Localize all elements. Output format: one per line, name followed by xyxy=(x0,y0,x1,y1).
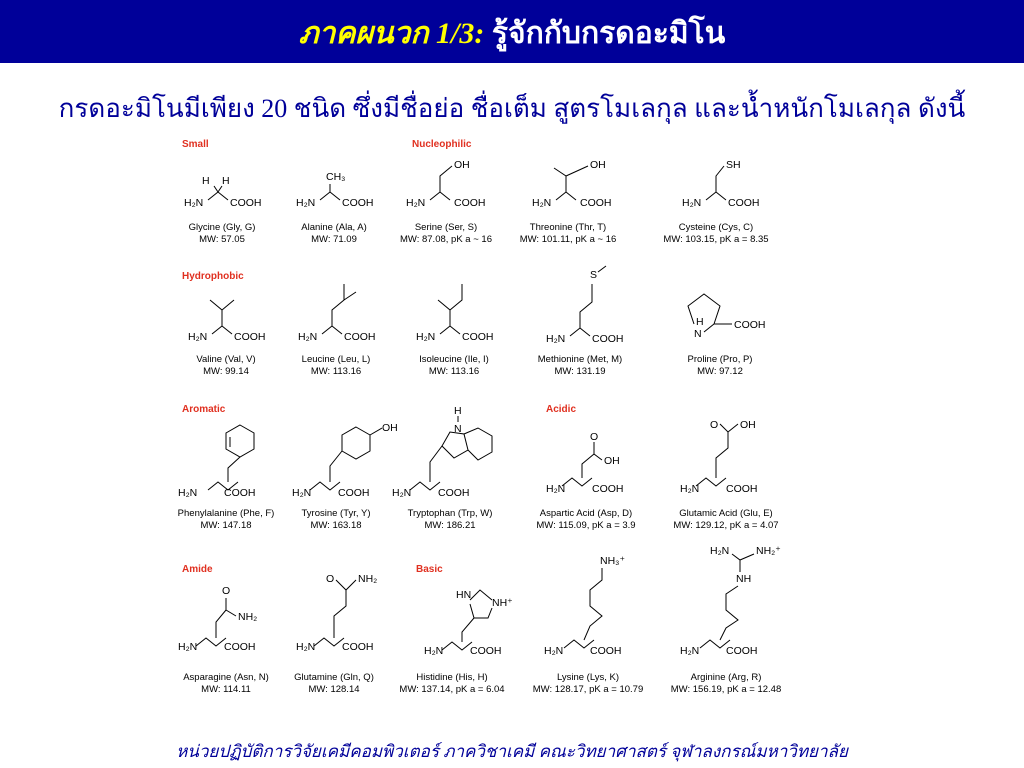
svg-text:OH: OH xyxy=(590,159,606,171)
svg-text:O: O xyxy=(710,419,719,431)
svg-text:COOH: COOH xyxy=(580,197,612,209)
svg-text:SH: SH xyxy=(726,159,741,171)
svg-text:H₂N: H₂N xyxy=(544,645,564,657)
category-acidic: Acidic xyxy=(546,404,577,415)
svg-text:NH₃⁺: NH₃⁺ xyxy=(600,555,625,567)
svg-text:H₂N: H₂N xyxy=(416,331,436,343)
structure-serine xyxy=(406,159,486,209)
slide-title xyxy=(0,10,1024,57)
svg-text:OH: OH xyxy=(604,455,620,467)
svg-text:COOH: COOH xyxy=(224,487,256,499)
amino-props-cysteine: MW: 103.15, pK a = 8.35 xyxy=(663,234,769,245)
svg-text:COOH: COOH xyxy=(230,197,262,209)
svg-text:O: O xyxy=(326,573,335,585)
svg-text:COOH: COOH xyxy=(342,197,374,209)
svg-text:H₂N: H₂N xyxy=(178,641,198,653)
category-aromatic: Aromatic xyxy=(182,404,226,415)
structure-alanine xyxy=(296,171,374,209)
svg-text:CH₃: CH₃ xyxy=(326,171,346,183)
svg-text:COOH: COOH xyxy=(592,483,624,495)
amino-name-serine: Serine (Ser, S) xyxy=(414,222,478,233)
structure-tyrosine xyxy=(292,422,398,499)
svg-text:H: H xyxy=(222,175,230,187)
amino-name-cysteine: Cysteine (Cys, C) xyxy=(678,222,754,233)
svg-text:NH: NH xyxy=(736,573,752,585)
amino-props-arginine: MW: 156.19, pK a = 12.48 xyxy=(670,684,782,695)
svg-text:N: N xyxy=(694,328,702,340)
amino-props-valine: MW: 99.14 xyxy=(203,366,249,377)
svg-text:H₂N: H₂N xyxy=(178,487,198,499)
svg-text:H₂N: H₂N xyxy=(406,197,426,209)
svg-text:H₂N: H₂N xyxy=(292,487,312,499)
structure-isoleucine xyxy=(416,284,494,343)
amino-name-glutamine: Glutamine (Gln, Q) xyxy=(294,672,374,683)
svg-text:COOH: COOH xyxy=(726,483,758,495)
amino-props-methionine: MW: 131.19 xyxy=(554,366,606,377)
svg-text:H₂N: H₂N xyxy=(546,333,566,345)
structure-aspartic-acid xyxy=(546,431,624,495)
amino-name-isoleucine: Isoleucine (Ile, I) xyxy=(419,354,489,365)
svg-text:COOH: COOH xyxy=(592,333,624,345)
amino-name-histidine: Histidine (His, H) xyxy=(416,672,488,683)
svg-text:OH: OH xyxy=(454,159,470,171)
svg-text:H₂N: H₂N xyxy=(710,545,730,557)
slide-subtitle: กรดอะมิโนมีเพียง 20 ชนิด ซึ่งมีชื่อย่อ ชื่อเต็ม สูตรโมเลกุล และน้ำหนักโมเลกุล ดังนี้ xyxy=(58,94,966,123)
amino-name-proline: Proline (Pro, P) xyxy=(687,354,753,365)
svg-text:COOH: COOH xyxy=(344,331,376,343)
svg-text:COOH: COOH xyxy=(234,331,266,343)
amino-props-tryptophan: MW: 186.21 xyxy=(424,520,476,531)
structure-lysine xyxy=(544,555,625,657)
structure-tryptophan xyxy=(392,405,492,499)
title-main: รู้จักกับกรดอะมิโน xyxy=(491,17,726,50)
svg-text:H: H xyxy=(696,316,704,328)
svg-text:O: O xyxy=(222,585,231,597)
svg-text:S: S xyxy=(590,269,598,281)
amino-name-alanine: Alanine (Ala, A) xyxy=(301,222,367,233)
amino-name-glycine: Glycine (Gly, G) xyxy=(188,222,256,233)
amino-name-phenylalanine: Phenylalanine (Phe, F) xyxy=(177,508,275,519)
svg-text:COOH: COOH xyxy=(224,641,256,653)
amino-name-arginine: Arginine (Arg, R) xyxy=(690,672,762,683)
svg-text:COOH: COOH xyxy=(470,645,502,657)
amino-name-threonine: Threonine (Thr, T) xyxy=(529,222,607,233)
structure-glutamine xyxy=(296,573,377,653)
amino-name-lysine: Lysine (Lys, K) xyxy=(556,672,620,683)
amino-name-asparagine: Asparagine (Asn, N) xyxy=(183,672,269,683)
structure-arginine xyxy=(680,545,781,657)
amino-name-tryptophan: Tryptophan (Trp, W) xyxy=(407,508,493,519)
amino-props-asparagine: MW: 114.11 xyxy=(201,684,251,695)
amino-props-glycine: MW: 57.05 xyxy=(199,234,245,245)
amino-props-serine: MW: 87.08, pK a ~ 16 xyxy=(400,234,492,245)
svg-text:H: H xyxy=(454,405,462,417)
amino-props-lysine: MW: 128.17, pK a = 10.79 xyxy=(532,684,644,695)
amino-acid-figure xyxy=(160,128,820,708)
svg-text:H₂N: H₂N xyxy=(424,645,444,657)
svg-text:COOH: COOH xyxy=(728,197,760,209)
amino-name-methionine: Methionine (Met, M) xyxy=(537,354,623,365)
category-nucleophilic: Nucleophilic xyxy=(412,139,472,150)
svg-text:COOH: COOH xyxy=(438,487,470,499)
structure-valine xyxy=(188,300,266,343)
svg-text:H₂N: H₂N xyxy=(184,197,204,209)
svg-text:H₂N: H₂N xyxy=(296,641,316,653)
svg-text:COOH: COOH xyxy=(342,641,374,653)
svg-text:H₂N: H₂N xyxy=(546,483,566,495)
amino-props-glutamine: MW: 128.14 xyxy=(308,684,360,695)
structure-leucine xyxy=(298,284,376,343)
amino-props-isoleucine: MW: 113.16 xyxy=(428,366,480,377)
amino-props-phenylalanine: MW: 147.18 xyxy=(200,520,252,531)
svg-text:NH₂⁺: NH₂⁺ xyxy=(756,545,781,557)
structure-glycine xyxy=(184,175,262,209)
amino-props-leucine: MW: 113.16 xyxy=(310,366,362,377)
svg-text:COOH: COOH xyxy=(454,197,486,209)
amino-props-aspartic-acid: MW: 115.09, pK a = 3.9 xyxy=(536,520,636,531)
svg-text:OH: OH xyxy=(740,419,756,431)
svg-text:OH: OH xyxy=(382,422,398,434)
svg-text:NH₂: NH₂ xyxy=(238,611,258,623)
structure-phenylalanine xyxy=(178,425,256,499)
amino-name-tyrosine: Tyrosine (Tyr, Y) xyxy=(301,508,371,519)
amino-name-glutamic-acid: Glutamic Acid (Glu, E) xyxy=(679,508,773,519)
svg-text:H₂N: H₂N xyxy=(682,197,702,209)
category-small: Small xyxy=(182,139,209,150)
svg-text:H: H xyxy=(202,175,210,187)
svg-text:HN: HN xyxy=(456,589,472,601)
amino-props-proline: MW: 97.12 xyxy=(697,366,743,377)
svg-text:H₂N: H₂N xyxy=(392,487,412,499)
amino-props-tyrosine: MW: 163.18 xyxy=(310,520,362,531)
structure-methionine xyxy=(546,266,624,345)
svg-text:H₂N: H₂N xyxy=(680,483,700,495)
amino-props-glutamic-acid: MW: 129.12, pK a = 4.07 xyxy=(673,520,779,531)
structure-proline xyxy=(688,294,766,340)
svg-text:COOH: COOH xyxy=(462,331,494,343)
svg-text:H₂N: H₂N xyxy=(298,331,318,343)
title-prefix: ภาคผนวก 1/3: xyxy=(298,17,485,50)
svg-text:N: N xyxy=(454,423,462,435)
amino-props-threonine: MW: 101.11, pK a ~ 16 xyxy=(519,234,617,245)
svg-text:O: O xyxy=(590,431,599,443)
structure-glutamic-acid xyxy=(680,419,758,495)
structure-histidine xyxy=(424,589,513,657)
svg-text:COOH: COOH xyxy=(338,487,370,499)
category-amide: Amide xyxy=(182,564,213,575)
svg-text:COOH: COOH xyxy=(734,319,766,331)
amino-props-alanine: MW: 71.09 xyxy=(311,234,357,245)
svg-text:H₂N: H₂N xyxy=(532,197,552,209)
amino-name-aspartic-acid: Aspartic Acid (Asp, D) xyxy=(539,508,633,519)
svg-text:NH₂: NH₂ xyxy=(358,573,378,585)
structure-asparagine xyxy=(178,585,257,653)
svg-text:H₂N: H₂N xyxy=(680,645,700,657)
amino-props-histidine: MW: 137.14, pK a = 6.04 xyxy=(399,684,505,695)
structure-threonine xyxy=(532,159,612,209)
category-hydrophobic: Hydrophobic xyxy=(182,271,244,282)
svg-text:COOH: COOH xyxy=(726,645,758,657)
svg-text:COOH: COOH xyxy=(590,645,622,657)
category-basic: Basic xyxy=(416,564,443,575)
svg-text:H₂N: H₂N xyxy=(188,331,208,343)
svg-text:NH⁺: NH⁺ xyxy=(492,597,513,609)
structure-cysteine xyxy=(682,159,760,209)
svg-text:H₂N: H₂N xyxy=(296,197,316,209)
amino-name-valine: Valine (Val, V) xyxy=(196,354,256,365)
amino-name-leucine: Leucine (Leu, L) xyxy=(301,354,371,365)
slide-footer: หน่วยปฏิบัติการวิจัยเคมีคอมพิวเตอร์ ภาควิชาเคมี คณะวิทยาศาสตร์ จุฬาลงกรณ์มหาวิทยาลัย xyxy=(176,742,848,761)
